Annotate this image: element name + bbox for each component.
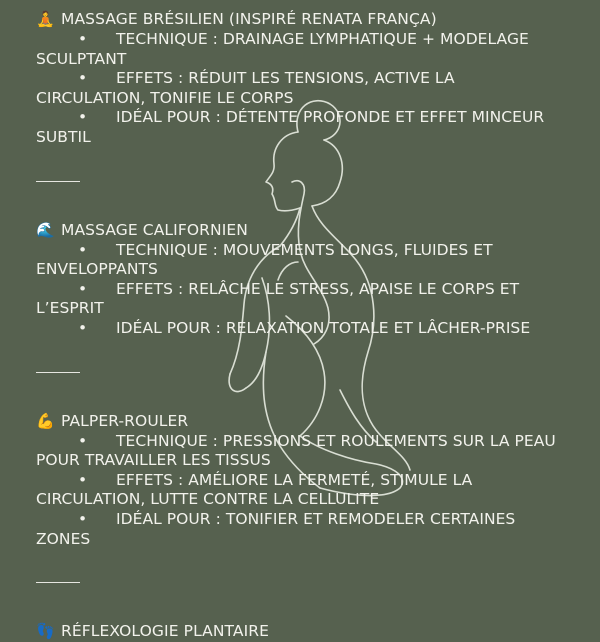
section-title <box>36 220 556 241</box>
bullet-icon: • <box>78 470 88 489</box>
meditation-emoji-icon: 🧘 <box>36 10 55 28</box>
section-reflexologie-plantaire <box>36 621 556 642</box>
list-item <box>36 319 556 339</box>
list-item-text: TECHNIQUE : DRAINAGE LYMPHATIQUE + MODELAGE SCULPTANT <box>36 30 529 68</box>
list-item <box>36 280 556 319</box>
treatments-list <box>36 9 556 642</box>
section-massage-bresilien <box>36 9 556 148</box>
list-item <box>36 69 556 108</box>
bullet-icon: • <box>78 108 88 127</box>
list-item-text: EFFETS : RÉDUIT LES TENSIONS, ACTIVE LA CIRCULATION, TONIFIE LE CORPS <box>36 69 455 107</box>
bullet-icon: • <box>78 240 88 259</box>
bullet-icon: • <box>78 30 88 48</box>
bullet-icon: • <box>78 318 88 337</box>
section-massage-californien <box>36 220 556 339</box>
list-item-text: TECHNIQUE : MOUVEMENTS LONGS, FLUIDES ET ENVELOPPANTS <box>36 240 493 279</box>
list-item <box>36 30 556 69</box>
section-divider <box>36 181 80 182</box>
section-title-text: PALPER-ROULER <box>61 411 189 430</box>
list-item <box>36 108 556 147</box>
bullet-icon: • <box>78 431 88 450</box>
list-item-text: EFFETS : AMÉLIORE LA FERMETÉ, STIMULE LA CIRCULATION, LUTTE CONTRE LA CELLULITE <box>36 470 473 509</box>
wave-emoji-icon: 🌊 <box>36 220 55 239</box>
section-title <box>36 411 556 432</box>
list-item-text: EFFETS : RELÂCHE LE STRESS, APAISE LE CORPS ET L’ESPRIT <box>36 279 520 318</box>
section-title <box>36 621 556 642</box>
list-item-text: IDÉAL POUR : RELAXATION TOTALE ET LÂCHER-PRISE <box>116 318 531 337</box>
list-item-text: TECHNIQUE : PRESSIONS ET ROULEMENTS SUR LA PEAU POUR TRAVAILLER LES TISSUS <box>36 431 556 470</box>
footprints-emoji-icon: 👣 <box>36 622 55 641</box>
section-divider <box>36 372 80 373</box>
section-divider <box>36 582 80 583</box>
list-item-text: IDÉAL POUR : TONIFIER ET REMODELER CERTAINES ZONES <box>36 509 516 548</box>
bullet-icon: • <box>78 69 88 88</box>
section-title <box>36 9 556 30</box>
list-item <box>36 510 556 549</box>
list-item <box>36 241 556 280</box>
section-title-text: MASSAGE BRÉSILIEN (INSPIRÉ RENATA FRANÇA) <box>61 10 437 28</box>
section-title-text: RÉFLEXOLOGIE PLANTAIRE <box>61 622 270 641</box>
flexed-biceps-emoji-icon: 💪 <box>36 411 55 430</box>
list-item <box>36 432 556 471</box>
list-item-text: IDÉAL POUR : DÉTENTE PROFONDE ET EFFET MINCEUR SUBTIL <box>36 108 545 146</box>
bullet-icon: • <box>78 279 88 298</box>
bullet-icon: • <box>78 509 88 528</box>
list-item <box>36 471 556 510</box>
section-title-text: MASSAGE CALIFORNIEN <box>61 220 248 239</box>
section-palper-rouler <box>36 411 556 550</box>
